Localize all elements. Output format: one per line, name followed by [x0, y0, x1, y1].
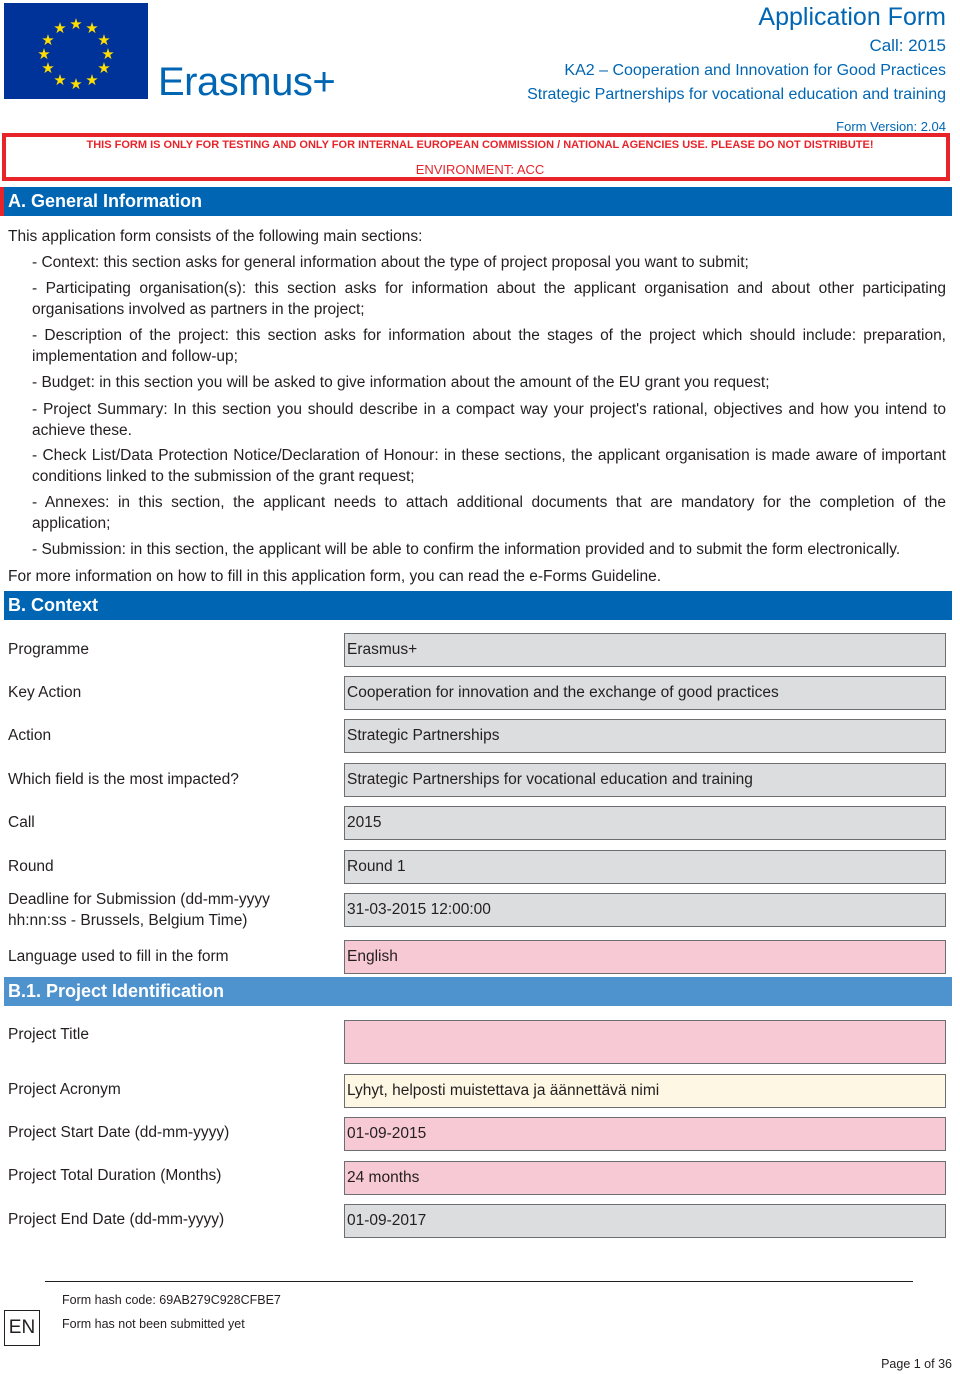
project-title-field[interactable] [344, 1020, 946, 1064]
list-item: - Budget: in this section you will be asked to give information about the amount of the EU grant you request; [32, 374, 770, 391]
action-label: Action [8, 727, 52, 744]
more-info-text: For more information on how to fill in this application form, you can read the e-Forms Guideline. [8, 568, 662, 585]
svg-text:★: ★ [85, 72, 99, 89]
eu-flag-icon [4, 3, 148, 99]
start-date-field[interactable]: 01-09-2015 [344, 1117, 946, 1151]
duration-field[interactable]: 24 months [344, 1161, 946, 1195]
list-item: - Annexes: in this section, the applicant needs to attach additional documents that are mandatory for the completion of the application; [32, 494, 946, 532]
section-a-intro: This application form consists of the following main sections: [8, 228, 423, 245]
list-item: - Submission: in this section, the applicant will be able to confirm the information provided and to submit the form electronically. [32, 541, 901, 558]
round-label: Round [8, 858, 54, 875]
start-date-label: Project Start Date (dd-mm-yyyy) [8, 1124, 230, 1141]
call-label: Call: 2015 [869, 36, 946, 55]
svg-text:★: ★ [41, 32, 55, 49]
form-hash: Form hash code: 69AB279C928CFBE7 [62, 1293, 281, 1307]
svg-text:★: ★ [53, 20, 67, 37]
svg-text:★: ★ [53, 72, 67, 89]
svg-text:★: ★ [97, 60, 111, 77]
svg-text:★: ★ [69, 16, 83, 33]
section-a-title: A. General Information [4, 187, 952, 216]
round-field[interactable]: Round 1 [344, 850, 946, 884]
field-impacted-label: Which field is the most impacted? [8, 771, 239, 788]
form-version: Form Version: 2.04 [836, 119, 946, 134]
call-field[interactable]: 2015 [344, 806, 946, 840]
footer-divider [45, 1281, 913, 1282]
svg-text:★: ★ [97, 32, 111, 49]
key-action-heading: KA2 – Cooperation and Innovation for Good Practices [564, 62, 946, 79]
project-acronym-field[interactable]: Lyhyt, helposti muistettava ja äännettävä nimi [344, 1074, 946, 1108]
subtitle-heading: Strategic Partnerships for vocational education and training [527, 86, 946, 103]
list-item: - Description of the project: this section asks for information about the stages of the project which should include: preparation, implementation and follow-up; [32, 327, 946, 365]
svg-text:★: ★ [85, 20, 99, 37]
deadline-label: Deadline for Submission (dd-mm-yyyy hh:nn:ss - Brussels, Belgium Time) [8, 891, 270, 929]
duration-label: Project Total Duration (Months) [8, 1167, 222, 1184]
brand-name: Erasmus+ [158, 60, 336, 104]
page-number: Page 1 of 36 [881, 1357, 952, 1371]
end-date-label: Project End Date (dd-mm-yyyy) [8, 1211, 225, 1228]
list-item: - Check List/Data Protection Notice/Declaration of Honour: in these sections, the applicant organisation is made aware of important conditions linked to the submission of the grant request; [32, 447, 946, 485]
field-impacted-field[interactable]: Strategic Partnerships for vocational education and training [344, 763, 946, 797]
svg-text:★: ★ [69, 76, 83, 93]
section-b1-title: B.1. Project Identification [4, 977, 952, 1006]
end-date-field[interactable]: 01-09-2017 [344, 1204, 946, 1238]
svg-text:★: ★ [101, 46, 115, 63]
language-badge: EN [4, 1310, 40, 1346]
programme-field[interactable]: Erasmus+ [344, 633, 946, 667]
list-item: - Project Summary: In this section you should describe in a compact way your project's rational, objectives and how you intend to achieve these. [32, 401, 946, 439]
programme-label: Programme [8, 641, 89, 658]
key-action-label: Key Action [8, 684, 82, 701]
project-acronym-label: Project Acronym [8, 1081, 121, 1098]
form-title: Application Form [758, 3, 946, 31]
deadline-field[interactable]: 31-03-2015 12:00:00 [344, 893, 946, 927]
list-item: - Participating organisation(s): this section asks for information about the applicant organisation and about other participating organisations involved as partners in the project; [32, 280, 946, 318]
key-action-field[interactable]: Cooperation for innovation and the exchange of good practices [344, 676, 946, 710]
section-b-title: B. Context [4, 591, 952, 620]
language-label: Language used to fill in the form [8, 948, 229, 965]
call-field-label: Call [8, 814, 35, 831]
action-field[interactable]: Strategic Partnerships [344, 719, 946, 753]
warning-text: THIS FORM IS ONLY FOR TESTING AND ONLY FOR INTERNAL EUROPEAN COMMISSION / NATIONAL AGENCIES USE. PLEASE DO NOT DISTRIBUTE! [86, 139, 874, 151]
list-item: - Context: this section asks for general information about the type of project proposal you want to submit; [32, 254, 749, 271]
submission-status: Form has not been submitted yet [62, 1317, 245, 1331]
environment-label: ENVIRONMENT: ACC [415, 162, 545, 177]
language-field[interactable]: English [344, 940, 946, 974]
svg-text:★: ★ [37, 46, 51, 63]
svg-text:★: ★ [41, 60, 55, 77]
project-title-label: Project Title [8, 1026, 89, 1043]
